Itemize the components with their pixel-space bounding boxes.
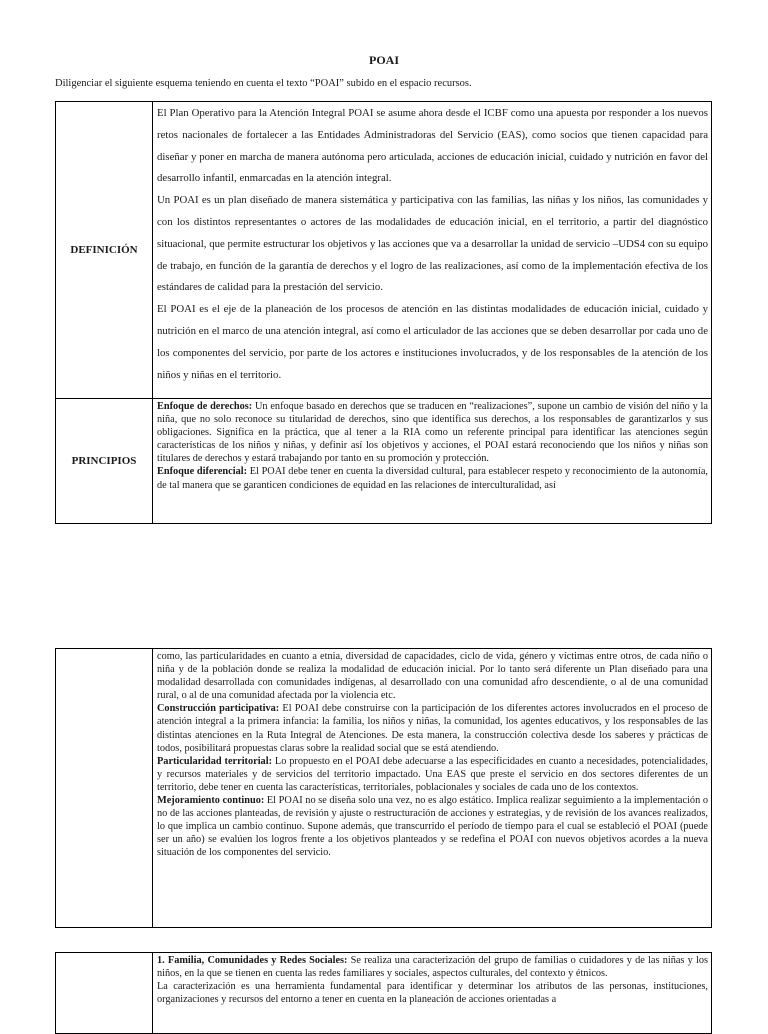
principios-content <box>153 399 712 524</box>
principios-continuation <box>153 649 712 928</box>
definicion-paragraph: Un POAI es un plan diseñado de manera sistemática y participativa con las familias, las niñas y los niños, las comunidades y con los distintos representantes o actores de las modalidades de educación inicial, en el territorio, a partir del diagnóstico situacional, que permite estructurar los objetivos y las acciones que va a desarrollar la unidad de servicio –UDS4 con su equipo de trabajo, en función de la garantía de derechos y el logro de las realizaciones, así como de la implementación efectiva de los estándares de calidad para la prestación del servicio. <box>157 194 708 294</box>
instruction-text: Diligenciar el siguiente esquema teniendo en cuenta el texto “POAI” subido en el espacio recursos. <box>55 78 472 89</box>
componentes-content <box>153 953 712 1034</box>
principio-item <box>157 755 708 794</box>
principios-label: PRINCIPIOS <box>56 399 153 524</box>
principio-heading: Mejoramiento continuo: <box>157 795 265 807</box>
principio-text: El POAI debe construirse con la participación de los diferentes actores involucrados en el proceso de atención integral a la primera infancia: la familia, los niños y niñas, la comunidad, los agentes educativos, y los responsables de las distintas atenciones en la Ruta Integral de Atenciones. De esta manera, la construcción colectiva desde los saberes y prácticas de todos, posibilitará propuestas claras sobre la realidad social que se está atendiendo. <box>157 703 708 754</box>
principio-item <box>157 400 708 465</box>
table-row <box>56 649 712 928</box>
definicion-paragraph: El Plan Operativo para la Atención Integral POAI se asume ahora desde el ICBF como una apuesta por responder a los nuevos retos nacionales de fortalecer a las Entidades Administradoras del Servicio (EAS), como socios que tienen capacidad para diseñar y poner en marcha de manera autónoma pero articulada, acciones de educación inicial, cuidado y nutrición en favor del desarrollo infantil, enmarcadas en la atención integral. <box>157 107 708 185</box>
poai-table-part-1 <box>55 101 712 524</box>
principio-heading: Construcción participativa: <box>157 703 280 715</box>
componente-text: Se realiza una caracterización del grupo de familias o cuidadores y de las niñas y los niños, en la que se tienen en cuenta las redes familiares y sociales, aspectos culturales, del contexto y étnicos. <box>157 955 708 980</box>
principio-text: Lo propuesto en el POAI debe adecuarse a las especificidades en cuanto a necesidades, potencialidades, y recursos materiales y de servicios del territorio impactado. Una EAS que preste el servicio en dos sectores diferentes de un territorio, debe tener en cuenta las características, territoriales, poblacionales y sociales de cada uno de los contextos. <box>157 755 708 793</box>
definicion-label: DEFINICIÓN <box>56 102 153 399</box>
principio-text: El POAI no se diseña solo una vez, no es algo estático. Implica realizar seguimiento a la implementación o no de las acciones planteadas, de revisión y ajuste o restructuración de acciones y estrategias, y de revisión de los avances realizados, lo que implica un cambio continuo. Supone además, que transcurrido el período de tiempo para el cual se estableció el POAI (puede ser un año) se evalúen los logros frente a los objetivos planteados y se redefina el POAI con nuevos objetivos acordes a la nueva situación de los componentes del servicio. <box>157 795 708 859</box>
principio-item <box>157 702 708 754</box>
definicion-paragraph: El POAI es el eje de la planeación de los procesos de atención en las distintas modalidades de educación inicial, cuidado y nutrición en el marco de una atención integral, así como el articulador de las acciones que se deben desarrollar por cada uno de los componentes del servicio, por parte de los actores e instituciones involucrados, y de los responsables de la atención de los niños y niñas en el territorio. <box>157 303 708 381</box>
principios-label-continued <box>56 649 153 928</box>
principio-continuation-text: como, las particularidades en cuanto a etnia, diversidad de capacidades, ciclo de vida, género y víctimas entre otros, de cada niño o niña y de la población donde se realiza la modalidad de educación inicial. Por lo tanto será diferente un Plan diseñado para una modalidad desarrollada con comunidades indígenas, al desarrollado con una comunidad afro descendiente, o al de una comunidad rural, o al de una comunidad afectada por la violencia etc. <box>157 651 708 702</box>
componente-paragraph: La caracterización es una herramienta fundamental para identificar y determinar los atributos de las personas, instituciones, organizaciones y recursos del entorno a tener en cuenta en la planeación de acciones orientadas a <box>157 981 708 1006</box>
componente-heading: 1. Familia, Comunidades y Redes Sociales: <box>157 955 348 966</box>
principio-heading: Particularidad territorial: <box>157 755 272 767</box>
principio-heading: Enfoque de derechos: <box>157 401 253 412</box>
table-row <box>56 399 712 524</box>
definicion-content <box>153 102 712 399</box>
table-row <box>56 102 712 399</box>
principio-item <box>157 465 708 491</box>
principio-heading: Enfoque diferencial: <box>157 466 248 478</box>
principio-text: Un enfoque basado en derechos que se traducen en “realizaciones”, supone un cambio de visión del niño y la niña, que no solo reconoce su titularidad de derechos, sino que identifica sus derechos, a los responsables de garantizarlos y sus obligaciones. Significa en la práctica, que al tener a la RIA como un referente principal para identificar las atenciones según características de los niños y niñas, y definir así los objetivos y acciones, el POAI estará reconociendo que los niños y niñas son titulares de derechos y estará trabajando por tanto en su promoción y protección. <box>157 401 708 465</box>
poai-table-part-3 <box>55 952 712 1034</box>
poai-table-part-2 <box>55 648 712 928</box>
table-row <box>56 953 712 1034</box>
componentes-label <box>56 953 153 1034</box>
document-title: POAI <box>369 53 399 67</box>
principio-item <box>157 794 708 859</box>
componente-item <box>157 954 708 980</box>
principio-text: El POAI debe tener en cuenta la diversidad cultural, para establecer respeto y reconocimiento de la autonomía, de tal manera que se garanticen condiciones de equidad en las relaciones de interculturalidad, así <box>157 466 708 491</box>
